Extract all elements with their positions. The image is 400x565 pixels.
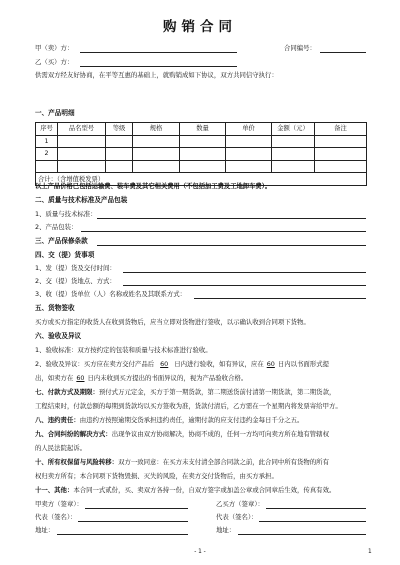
dispute-line-2: 的人民法院起诉。 [35, 444, 87, 452]
section-9-heading: 九、合同纠纷的解决方式： [35, 430, 112, 438]
packaging-field[interactable] [81, 231, 366, 232]
section-5-heading: 五、货物签收 [35, 304, 75, 312]
seller-rep-label: 代表（签名）： [35, 513, 77, 521]
acceptance-objection-line-1: 2、验收及异议：买方应在卖方交付产品后 60 日内进行验收，如有异议，应在 60 日内以书面形式提 [35, 360, 329, 368]
signoff-text: 买方或买方指定的收货人在收到货物后，应当立即对货物进行签收，以示确认收到合同项下货物。 [35, 318, 310, 326]
table-cell[interactable] [180, 135, 226, 148]
section-4-heading: 四、交（提）货事项 [35, 251, 95, 259]
section-2-heading: 二、质量与技术标准及产品包装 [35, 196, 128, 204]
delivery-place-field[interactable] [123, 285, 366, 286]
table-cell[interactable] [36, 160, 58, 173]
table-cell[interactable] [106, 135, 133, 148]
table-header-row [36, 123, 367, 136]
product-table [35, 122, 367, 186]
contract-no-field[interactable] [320, 52, 366, 53]
buyer-sign-field[interactable] [266, 508, 366, 509]
seller-address-label: 地址： [35, 526, 55, 534]
consignee-field[interactable] [194, 298, 366, 299]
page-index: 1 [368, 549, 372, 555]
table-cell[interactable] [226, 160, 272, 173]
price-note: 以上产品价格已包括运输费、装车费及其它相关费用（不包括加工费及工地卸车费）。 [35, 183, 272, 190]
days-value: 60 [266, 360, 275, 368]
party-b-field[interactable] [80, 66, 237, 67]
buyer-sign-label: 乙买方（签章）： [216, 500, 264, 508]
table-header: 单价 [226, 123, 272, 136]
quality-standard-label: 1、质量与技术标准： [35, 210, 97, 218]
table-header: 金额（元） [272, 123, 315, 136]
delivery-place-label: 2、交（提）货地点、方式： [35, 277, 116, 285]
table-cell[interactable] [58, 148, 106, 161]
table-cell[interactable] [180, 160, 226, 173]
table-cell[interactable] [133, 160, 180, 173]
buyer-address-label: 地址： [216, 526, 236, 534]
buyer-address-field[interactable] [238, 534, 366, 535]
buyer-rep-label: 代表（签名）： [216, 513, 258, 521]
section-10-heading: 十、所有权保留与风险转移： [35, 458, 119, 466]
table-row [36, 160, 367, 173]
table-row [36, 148, 367, 161]
party-a-label: 甲（卖）方： [35, 44, 74, 52]
table-cell[interactable] [272, 148, 315, 161]
table-cell[interactable] [180, 148, 226, 161]
table-header: 规格 [133, 123, 180, 136]
total-label: 合计：（含增值税发票） [36, 173, 367, 186]
seller-address-field[interactable] [57, 534, 188, 535]
table-cell[interactable] [315, 160, 367, 173]
section-11-heading: 十一、其他： [35, 486, 74, 494]
party-a-field[interactable] [80, 52, 237, 53]
table-cell[interactable] [106, 160, 133, 173]
seller-sign-label: 甲卖方（签章）： [35, 500, 83, 508]
acceptance-standard: 1、验收标准：双方按约定的包装和质量与技术标准进行验收。 [35, 346, 212, 354]
seller-sign-field[interactable] [85, 508, 188, 509]
dispute-line-1: 九、合同纠纷的解决方式：出现争议由双方协商解决，协商不成的，任何一方均可向卖方所在地有管辖权 [35, 430, 329, 438]
table-cell[interactable] [58, 160, 106, 173]
ownership-line-1: 十、所有权保留与风险转移：双方一致同意：在买方未支付清全部合同款之前，此合同中所有货物的所有 [35, 458, 329, 466]
delivery-time-label: 1、发（提）货及交付时间： [35, 264, 116, 272]
packaging-label: 2、产品包装： [35, 223, 78, 231]
table-cell[interactable] [58, 135, 106, 148]
days-value: 60 [76, 374, 85, 382]
table-cell[interactable] [133, 135, 180, 148]
party-b-label: 乙（买）方： [35, 58, 74, 66]
document-title: 购销合同 [163, 19, 237, 35]
table-header: 等级 [106, 123, 133, 136]
table-cell[interactable] [315, 135, 367, 148]
delivery-time-field[interactable] [123, 272, 366, 273]
ownership-line-2: 权归卖方所有；本合同项下货物毁损、灭失的风险，在卖方交付货物后，由买方承担。 [35, 472, 278, 480]
table-cell[interactable] [133, 148, 180, 161]
table-cell[interactable] [315, 148, 367, 161]
row-number: 1 [36, 135, 58, 148]
quality-standard-field[interactable] [97, 218, 366, 219]
section-6-heading: 六、验收及异议 [35, 332, 82, 340]
table-header: 备注 [315, 123, 367, 136]
table-header: 品名型号 [58, 123, 106, 136]
table-cell[interactable] [272, 135, 315, 148]
payment-terms-line-1: 七、付款方式及期限：预付式万元定金，买方于第一期货款，第二期送货前付清第一期货款，第二期货款， [35, 388, 336, 396]
section-3-heading: 三、产品保修条款 [35, 237, 88, 245]
buyer-rep-field[interactable] [259, 521, 366, 522]
contract-no-label: 合同编号： [284, 44, 316, 52]
row-number: 2 [36, 148, 58, 161]
payment-terms-line-2: 工程结束时，付款总额的每期到货款均以买方签收为准，货款付清后，乙方需在一个星期内将发票寄给甲方。 [35, 402, 342, 410]
seller-rep-field[interactable] [78, 521, 188, 522]
liability-line: 八、违约责任：由违约方按照逾期交货承担违约责任，逾期付款的应支付违约金每日千分之五。 [35, 416, 304, 424]
table-row [36, 135, 367, 148]
table-header: 序号 [36, 123, 58, 136]
table-cell[interactable] [226, 135, 272, 148]
acceptance-objection-line-2: 出，如卖方在 60 日内未收到买方提出的书面异议的，视为产品验收合格。 [35, 374, 248, 382]
section-1-heading: 一、产品明细 [35, 109, 75, 117]
page-number: - 1 - [194, 549, 206, 555]
intro-text: 供需双方经友好协商，在平等互惠的基础上，就购销成如下协议，双方共同信守执行： [35, 71, 278, 79]
table-header: 数量 [180, 123, 226, 136]
days-value: 60 [160, 360, 169, 368]
table-cell[interactable] [106, 148, 133, 161]
warranty-field[interactable] [97, 245, 366, 246]
other-line: 十一、其他：本合同一式贰份，买、卖双方各持一份，自双方签字或加盖公章或合同章后生效，传真有效。 [35, 486, 336, 494]
section-8-heading: 八、违约责任： [35, 416, 80, 424]
section-7-heading: 七、付款方式及期限： [35, 388, 99, 396]
consignee-label: 3、收（提）货单位（人）名称或姓名及其联系方式： [35, 290, 187, 298]
table-cell[interactable] [226, 148, 272, 161]
table-cell[interactable] [272, 160, 315, 173]
